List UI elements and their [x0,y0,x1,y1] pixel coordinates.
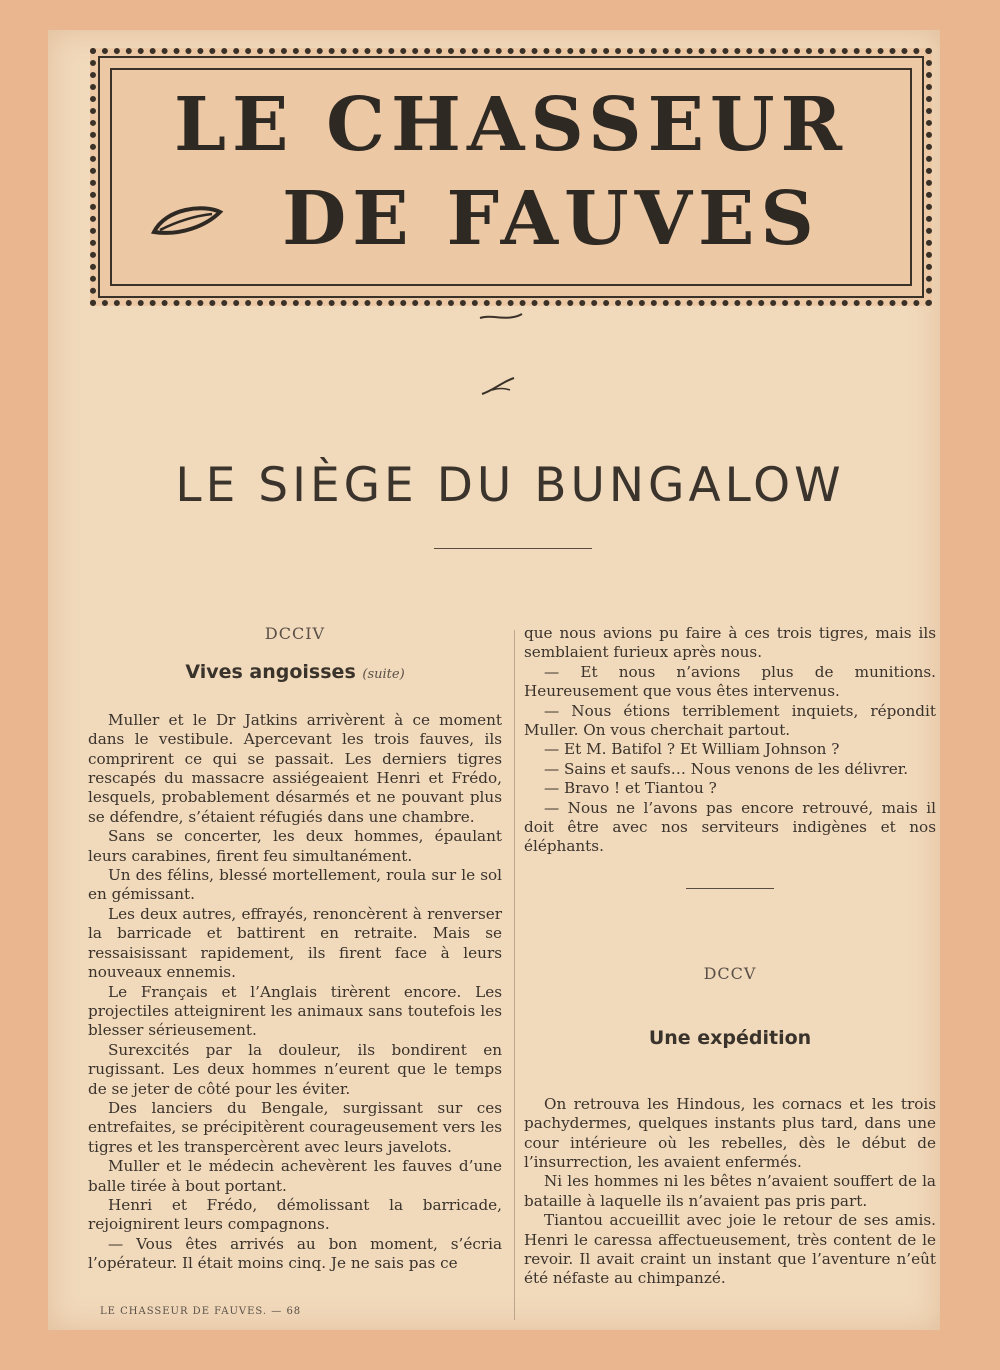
section-numeral: DCCIV [264,624,326,643]
paragraph: — Bravo ! et Tiantou ? [544,779,717,798]
paragraph: — Nous étions terriblement inquiets, répondit Muller. On vous cherchait partout. [524,701,936,740]
ornament-flourish-icon [478,310,524,324]
paragraph: — Sains et saufs… Nous venons de les délivrer. [544,759,909,778]
paragraph: Surexcités par la douleur, ils bondirent en rugissant. Les deux hommes n’eurent que le temps de se jeter de côté pour les éviter. [88,1040,502,1098]
section-divider [686,888,774,889]
section-heading: Une expédition [648,1027,812,1050]
right-column-section-2 [524,964,936,1289]
paragraph: — Vous êtes arrivés au bon moment, s’écria l’opérateur. Il était moins cinq. Je ne sais pas ce [88,1234,502,1273]
paragraph: Des lanciers du Bengale, surgissant sur ces entrefaites, se précipitèrent courageusement vers les tigres et les transpercèrent avec leurs javelots. [88,1098,502,1156]
paragraph: que nous avions pu faire à ces trois tigres, mais ils semblaient furieux après nous. [524,624,936,662]
paragraph: — Et M. Batifol ? Et William Johnson ? [544,740,840,759]
page-footer: LE CHASSEUR DE FAUVES. — 68 [100,1306,302,1317]
chapter-title: LE SIÈGE DU BUNGALOW [175,458,845,513]
paragraph: Un des félins, blessé mortellement, roula sur le sol en gémissant. [88,866,502,904]
paragraph: Sans se concerter, les deux hommes, épaulant leurs carabines, firent feu simultanément. [88,827,502,865]
masthead-title-line-1: LE CHASSEUR [173,82,849,168]
paragraph: Le Français et l’Anglais tirèrent encore. Les projectiles atteignirent les animaux sans toutefois les blesser sérieusement. [88,982,502,1040]
paragraph: — Nous ne l’avons pas encore retrouvé, mais il doit être avec nos serviteurs indigènes et nos éléphants. [524,798,936,856]
paragraph: Muller et le médecin achevèrent les fauves d’une balle tirée à bout portant. [88,1157,502,1195]
section-heading [88,663,502,684]
paragraph: Les deux autres, effrayés, renoncèrent à renverser la barricade et battirent en retraite. Mais se ressaisissant rapidement, ils firent face à leurs nouveaux ennemis. [88,904,502,982]
paragraph: Muller et le Dr Jatkins arrivèrent à ce moment dans le vestibule. Apercevant les trois fauves, ils comprirent ce qui se passait. Les derniers tigres rescapés du massacre assiégeaient Henri et Frédo, lesquels, probablement désarmés et ne pouvant plus se défendre, s’étaient réfugiés dans une chambre. [88,710,502,826]
section-heading-suffix: (suite) [362,667,405,683]
left-column [88,624,502,1274]
paragraph: Tiantou accueillit avec joie le retour de ses amis. Henri le caressa affectueusement, très content de le revoir. Il avait craint un instant que l’aventure n’eût été néfaste au chimpanzé. [524,1211,936,1288]
masthead [90,48,932,306]
paragraph: Ni les hommes ni les bêtes n’avaient souffert de la bataille à laquelle ils n’avaient pas pris part. [524,1172,936,1210]
right-column [524,624,936,857]
masthead-title-line-2: DE FAUVES [282,176,820,262]
paragraph: Henri et Frédo, démolissant la barricade, rejoignirent leurs compagnons. [88,1195,502,1234]
paragraph: On retrouva les Hindous, les cornacs et les trois pachydermes, quelques instants plus tard, dans une cour intérieure où les rebelles, dès le début de l’insurrection, les avaient enfermés. [524,1094,936,1172]
section-heading-text: Vives angoisses [185,661,356,684]
title-divider [434,548,592,549]
column-divider [514,630,515,1320]
section-numeral: DCCV [703,964,757,983]
ornament-flourish-icon [478,374,518,398]
paragraph: — Et nous n’avions plus de munitions. Heureusement que vous êtes intervenus. [524,662,936,701]
